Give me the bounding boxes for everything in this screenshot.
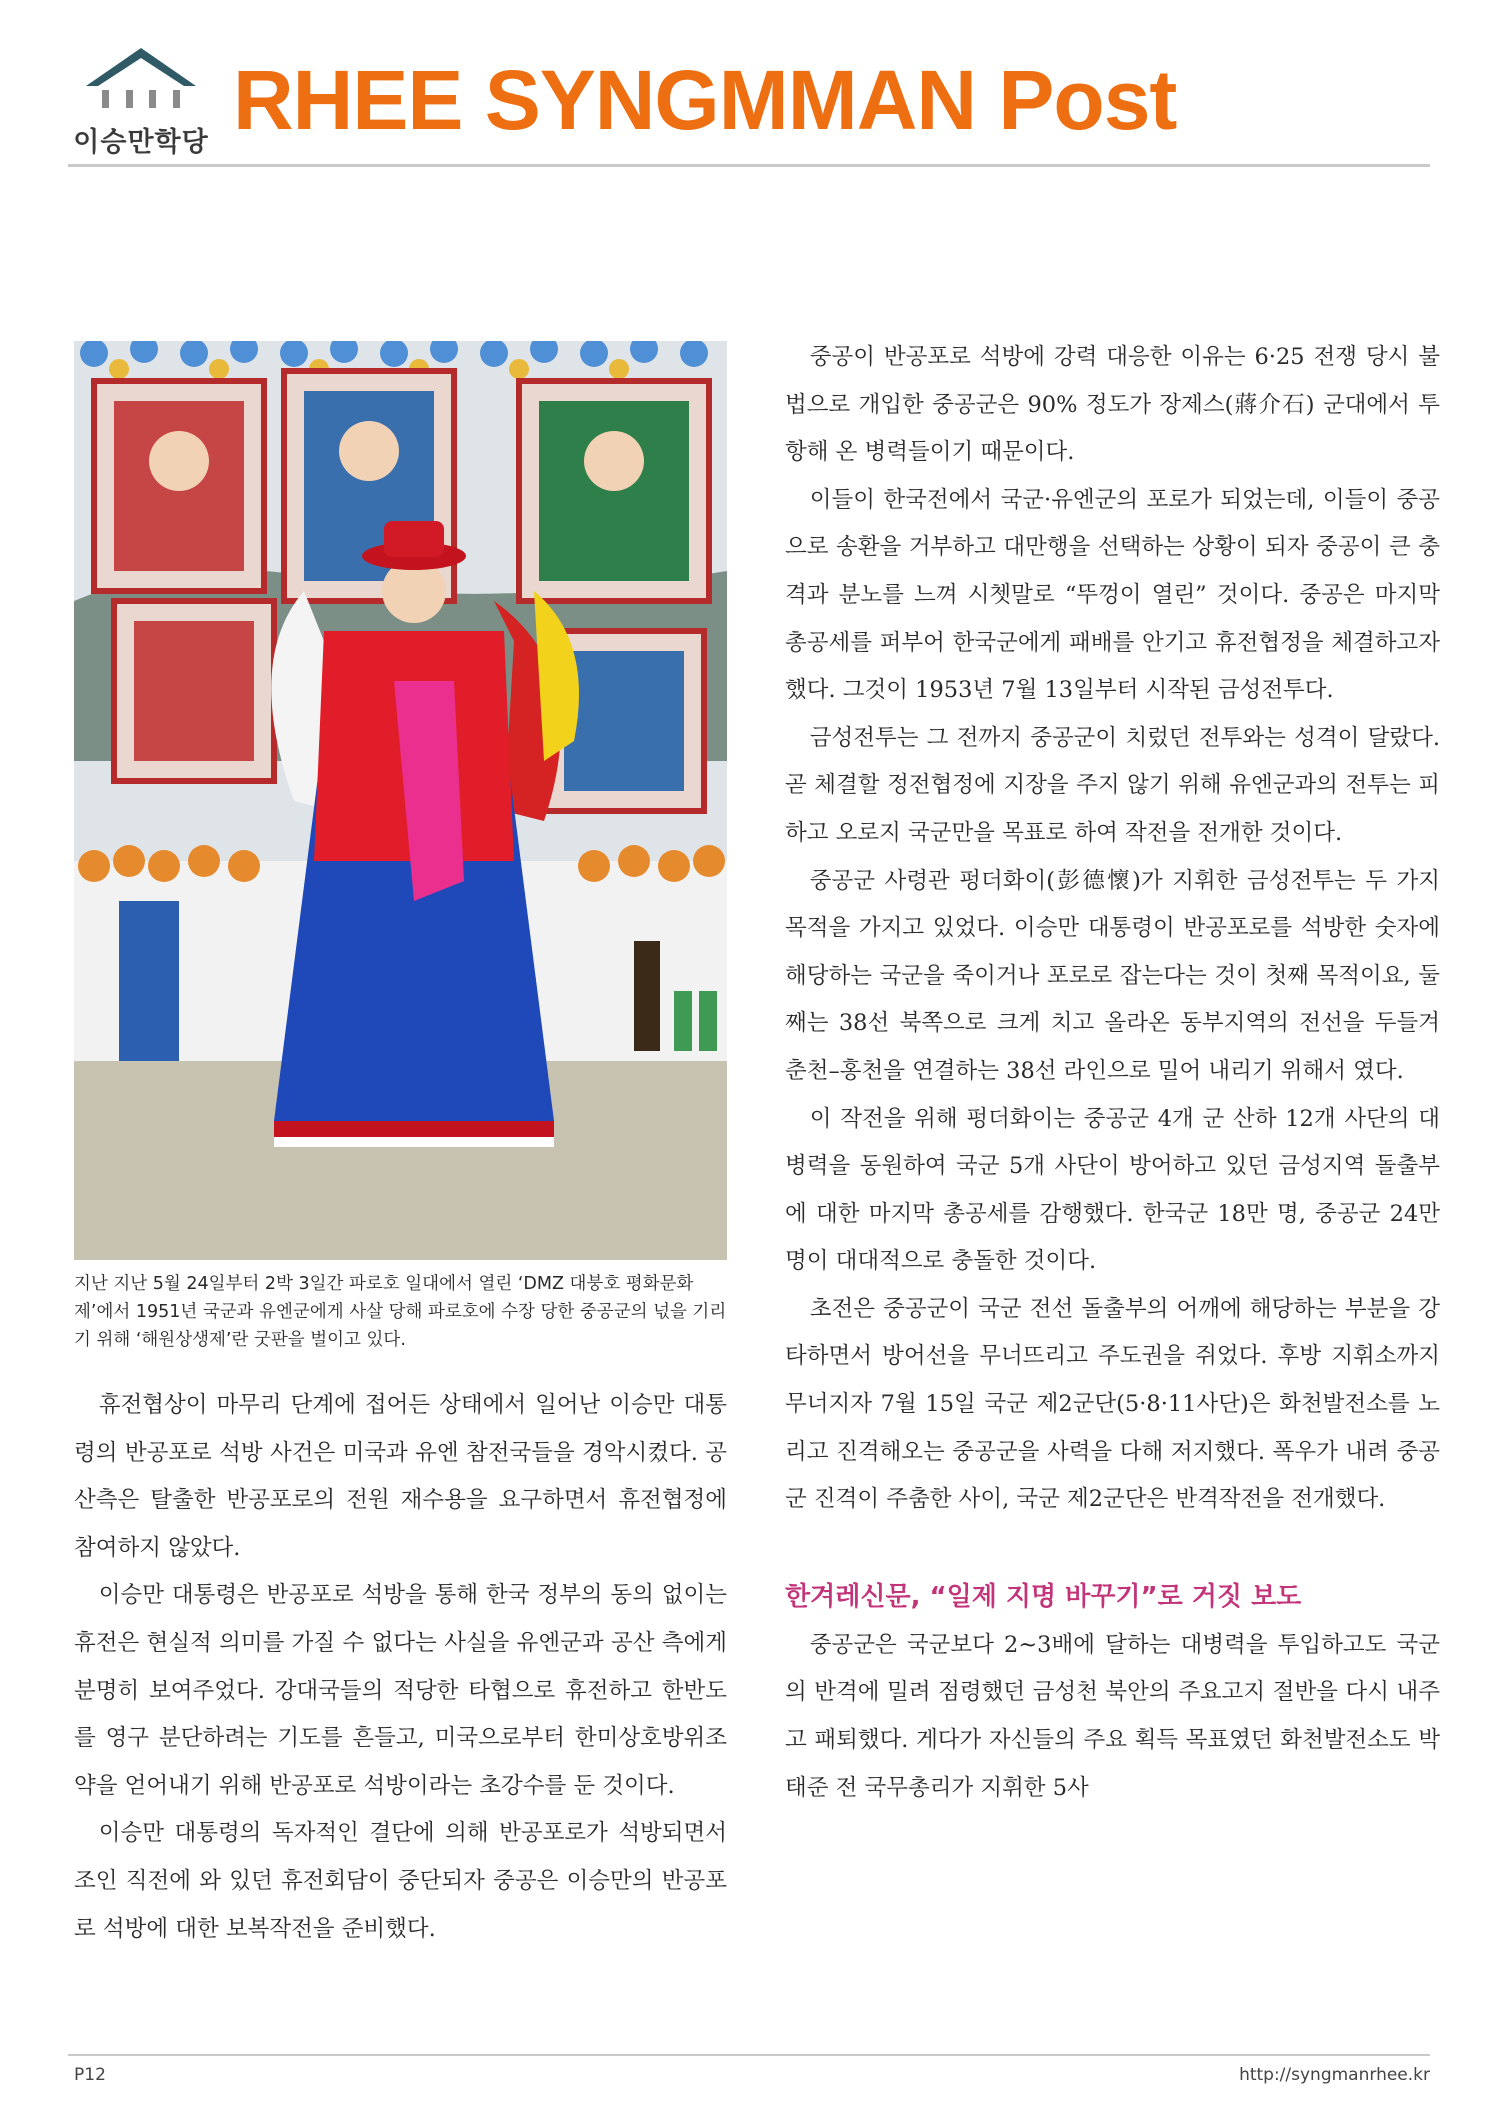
paragraph: 휴전협상이 마무리 단계에 접어든 상태에서 일어난 이승만 대통령의 반공포로 석방 사건은 미국과 유엔 참전국들을 경악시켰다. 공산측은 탈출한 반공포로의 전원 재수용을 요구하면서 휴전협정에 참여하지 않았다. — [74, 1392, 727, 1561]
photo-caption: 지난 지난 5월 24일부터 2박 3일간 파로호 일대에서 열린 ‘DMZ 대붕호 평화문화제’에서 1951년 국군과 유엔군에게 사살 당해 파로호에 수장 당한 중공군의 넋을 기리기 위해 ‘해원상생제’란 굿판을 벌이고 있다. — [74, 1274, 727, 1350]
article-photo — [74, 341, 727, 1260]
paragraph: 중공이 반공포로 석방에 강력 대응한 이유는 6·25 전쟁 당시 불법으로 개입한 중공군은 90% 정도가 장제스(蔣介石) 군대에서 투항해 온 병력들이기 때문이다. — [785, 344, 1440, 466]
paragraph: 이들이 한국전에서 국군·유엔군의 포로가 되었는데, 이들이 중공으로 송환을 거부하고 대만행을 선택하는 상황이 되자 중공이 큰 충격과 분노를 느껴 시쳇말로 “뚜껑이 열린” 것이다. 중공은 마지막 총공세를 퍼부어 한국군에게 패배를 안기고 휴전협정을 체결하고자 했다. 그것이 1953년 7월 13일부터 시작된 금성전투다. — [785, 486, 1440, 704]
left-column — [74, 1382, 727, 1953]
paragraph: 중공군 사령관 펑더화이(彭德懷)가 지휘한 금성전투는 두 가지 목적을 가지고 있었다. 이승만 대통령이 반공포로를 석방한 숫자에 해당하는 국군을 죽이거나 포로로 잡는다는 것이 첫째 목적이요, 둘째는 38선 북쪽으로 크게 치고 올라온 동부지역의 전선을 두들겨 춘천–홍천을 연결하는 38선 라인으로 밀어 내리기 위해서 였다. — [785, 867, 1440, 1084]
house-logo-icon — [84, 46, 198, 116]
ceremony-photo-icon — [74, 341, 727, 1260]
page-number: P12 — [74, 2065, 106, 2085]
right-column — [785, 334, 1440, 1812]
publication-title: RHEE SYNGMMAN Post — [233, 53, 1177, 147]
paragraph: 중공군은 국군보다 2~3배에 달하는 대병력을 투입하고도 국군의 반격에 밀려 점령했던 금성천 북안의 주요고지 절반을 다시 내주고 패퇴했다. 게다가 자신들의 주요 획득 목표였던 화천발전소도 박태준 전 국무총리가 지휘한 5사 — [785, 1631, 1440, 1801]
masthead — [68, 40, 1430, 170]
paragraph: 초전은 중공군이 국군 전선 돌출부의 어깨에 해당하는 부분을 강타하면서 방어선을 무너뜨리고 주도권을 쥐었다. 후방 지휘소까지 무너지자 7월 15일 국군 제2군단(5·8·11사단)은 화천발전소를 노리고 진격해오는 중공군을 사력을 다해 저지했다. 폭우가 내려 중공군 진격이 주춤한 사이, 국군 제2군단은 반격작전을 전개했다. — [785, 1295, 1440, 1513]
paragraph: 금성전투는 그 전까지 중공군이 치렀던 전투와는 성격이 달랐다. 곧 체결할 정전협정에 지장을 주지 않기 위해 유엔군과의 전투는 피하고 오로지 국군만을 목표로 하여 작전을 전개한 것이다. — [785, 724, 1440, 846]
section-gap — [785, 1524, 1440, 1572]
section-subheading: 한겨레신문, “일제 지명 바꾸기”로 거짓 보도 — [785, 1581, 1302, 1612]
header-divider — [68, 164, 1430, 167]
paragraph: 이 작전을 위해 펑더화이는 중공군 4개 군 산하 12개 사단의 대병력을 동원하여 국군 5개 사단이 방어하고 있던 금성지역 돌출부에 대한 마지막 총공세를 감행했다. 한국군 18만 명, 중공군 24만 명이 대대적으로 충돌한 것이다. — [785, 1105, 1440, 1275]
logo-text: 이승만학당 — [73, 127, 209, 158]
website-url: http://syngmanrhee.kr — [1239, 2065, 1430, 2085]
footer-divider — [68, 2054, 1430, 2056]
paragraph: 이승만 대통령의 독자적인 결단에 의해 반공포로가 석방되면서 조인 직전에 와 있던 휴전회담이 중단되자 중공은 이승만의 반공포로 석방에 대한 보복작전을 준비했다. — [74, 1820, 727, 1942]
logo — [68, 46, 214, 166]
paragraph: 이승만 대통령은 반공포로 석방을 통해 한국 정부의 동의 없이는 휴전은 현실적 의미를 가질 수 없다는 사실을 유엔군과 공산 측에게 분명히 보여주었다. 강대국들의 적당한 타협으로 휴전하고 한반도를 영구 분단하려는 기도를 흔들고, 미국으로부터 한미상호방위조약을 얻어내기 위해 반공포로 석방이라는 초강수를 둔 것이다. — [74, 1582, 727, 1799]
